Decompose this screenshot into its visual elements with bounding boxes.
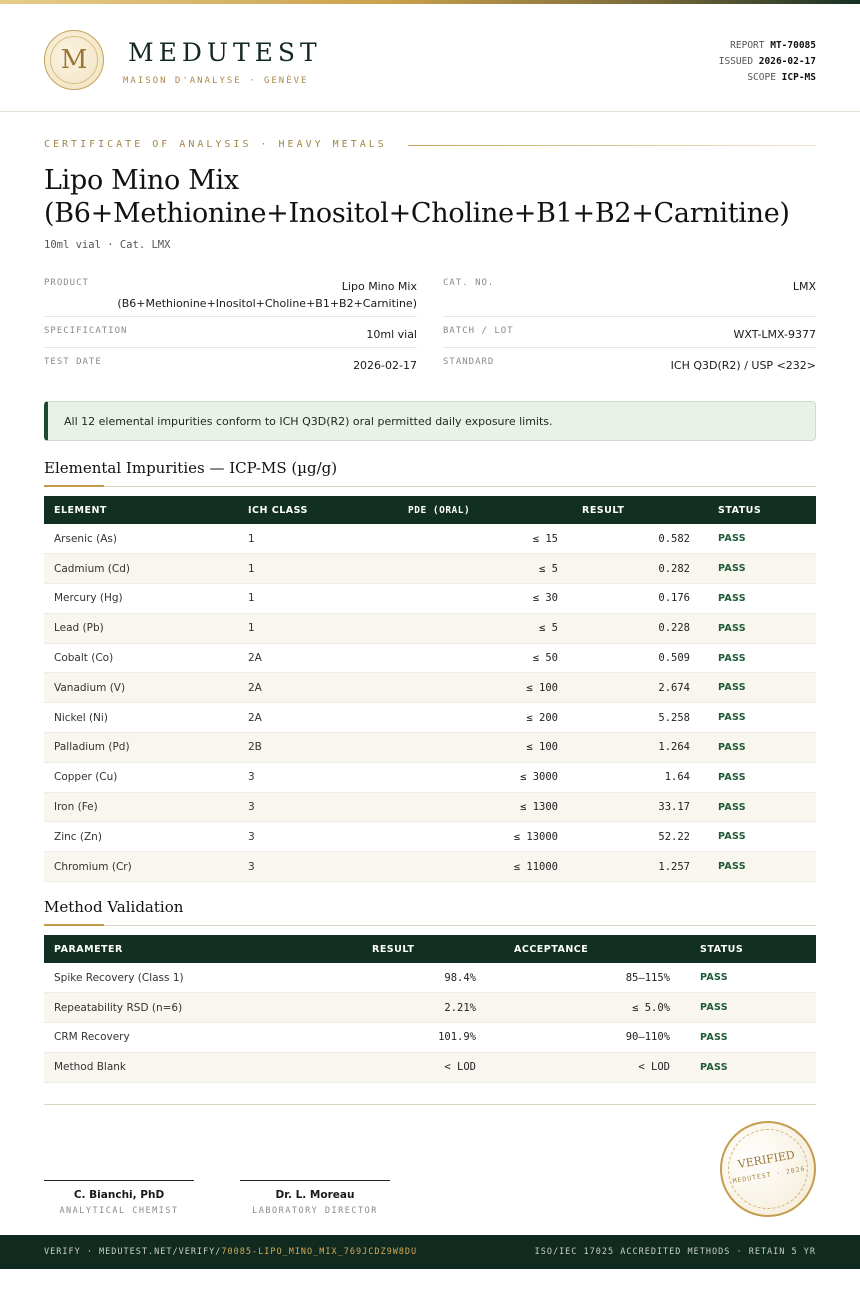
status-badge: PASS xyxy=(700,733,816,763)
signatory-name: C. Bianchi, PhD xyxy=(73,1189,165,1201)
table-row xyxy=(44,792,816,822)
result-value: 0.582 xyxy=(568,524,700,554)
meta-scope: SCOPE ICP-MS xyxy=(747,72,816,83)
status-badge: PASS xyxy=(700,554,816,584)
column-header: ACCEPTANCE xyxy=(514,943,589,955)
info-label-standard: STANDARD xyxy=(443,357,495,367)
meta-report: REPORT MT-70085 xyxy=(730,40,816,51)
product-title xyxy=(44,164,824,230)
table-row xyxy=(44,762,816,792)
impurities-title: Elemental Impurities — ICP-MS (µg/g) xyxy=(44,459,338,477)
pde-limit: ≤ 1300 xyxy=(378,792,568,822)
result-value: 0.509 xyxy=(568,643,700,673)
product-subline: 10ml vial · Cat. LMX xyxy=(44,239,171,251)
info-value-specification: 10ml vial xyxy=(366,328,417,341)
table-row xyxy=(44,733,816,763)
status-badge: PASS xyxy=(680,963,816,993)
status-badge: PASS xyxy=(700,762,816,792)
section-rule xyxy=(44,925,816,926)
info-value-batch: WXT-LMX-9377 xyxy=(733,328,816,341)
status-badge: PASS xyxy=(680,1023,816,1053)
table-header-row xyxy=(44,496,816,524)
pde-limit: ≤ 200 xyxy=(378,703,568,733)
signature-analyst xyxy=(44,1180,194,1216)
signature-line xyxy=(240,1180,390,1181)
signature-line xyxy=(44,1180,194,1181)
info-label-cat-no: CAT. NO. xyxy=(443,278,495,288)
element-name: Zinc (Zn) xyxy=(44,822,238,852)
info-label-product: PRODUCT xyxy=(44,278,89,288)
bottom-divider xyxy=(44,1104,816,1105)
product-title-line2: (B6+Methionine+Inositol+Choline+B1+B2+Carnitine) xyxy=(44,198,790,229)
result-value: 52.22 xyxy=(568,822,700,852)
signatory-name: Dr. L. Moreau xyxy=(275,1189,355,1201)
table-row xyxy=(44,963,816,993)
ich-class: 3 xyxy=(238,822,378,852)
element-name: Lead (Pb) xyxy=(44,613,238,643)
section-rule xyxy=(44,486,816,487)
result-value: 0.176 xyxy=(568,584,700,614)
info-value-test-date: 2026-02-17 xyxy=(353,359,417,372)
parameter-name: CRM Recovery xyxy=(44,1023,334,1053)
footer xyxy=(0,1235,860,1269)
element-name: Palladium (Pd) xyxy=(44,733,238,763)
table-row xyxy=(44,822,816,852)
status-badge: PASS xyxy=(700,673,816,703)
seal-text: VERIFIED xyxy=(736,1148,796,1172)
column-header: RESULT xyxy=(372,943,415,955)
acceptance-range: 85–115% xyxy=(486,963,680,993)
parameter-name: Repeatability RSD (n=6) xyxy=(44,993,334,1023)
info-left xyxy=(44,278,417,378)
certificate-label: CERTIFICATE OF ANALYSIS · HEAVY METALS xyxy=(44,139,387,150)
verify-link[interactable] xyxy=(44,1247,417,1257)
parameter-name: Spike Recovery (Class 1) xyxy=(44,963,334,993)
column-header: ELEMENT xyxy=(54,504,107,516)
table-row xyxy=(44,613,816,643)
verify-code: 70085-LIPO_MINO_MIX_769JCDZ9W8DU xyxy=(221,1247,418,1257)
pde-limit: ≤ 50 xyxy=(378,643,568,673)
ich-class: 2B xyxy=(238,733,378,763)
product-title-line1: Lipo Mino Mix xyxy=(44,165,239,196)
element-name: Arsenic (As) xyxy=(44,524,238,554)
result-value: 0.228 xyxy=(568,613,700,643)
column-header: STATUS xyxy=(700,943,744,955)
impurities-table xyxy=(44,496,816,882)
conformance-alert xyxy=(44,401,816,441)
result-value: < LOD xyxy=(334,1052,486,1082)
ich-class: 1 xyxy=(238,554,378,584)
status-badge: PASS xyxy=(700,792,816,822)
verified-seal xyxy=(712,1113,823,1224)
element-name: Mercury (Hg) xyxy=(44,584,238,614)
element-name: Vanadium (V) xyxy=(44,673,238,703)
section-accent xyxy=(44,924,104,926)
ich-class: 3 xyxy=(238,852,378,882)
info-value-product: Lipo Mino Mix (B6+Methionine+Inositol+Choline+B1+B2+Carnitine) xyxy=(117,280,417,310)
signature-director xyxy=(240,1180,390,1216)
report-meta xyxy=(719,38,816,86)
status-badge: PASS xyxy=(700,822,816,852)
pde-limit: ≤ 11000 xyxy=(378,852,568,882)
parameter-name: Method Blank xyxy=(44,1052,334,1082)
certificate-rule xyxy=(408,145,816,146)
logo-letter: M xyxy=(60,45,88,75)
pde-limit: ≤ 13000 xyxy=(378,822,568,852)
info-value-cat-no: LMX xyxy=(792,280,816,293)
pde-limit: ≤ 5 xyxy=(378,613,568,643)
table-row xyxy=(44,673,816,703)
acceptance-range: 90–110% xyxy=(486,1023,680,1053)
info-value-standard: ICH Q3D(R2) / USP <232> xyxy=(670,359,816,372)
divider xyxy=(443,347,816,348)
acceptance-range: ≤ 5.0% xyxy=(486,993,680,1023)
status-badge: PASS xyxy=(700,584,816,614)
result-value: 1.64 xyxy=(568,762,700,792)
section-accent xyxy=(44,485,104,487)
ich-class: 2A xyxy=(238,703,378,733)
table-row xyxy=(44,852,816,882)
result-value: 98.4% xyxy=(334,963,486,993)
status-badge: PASS xyxy=(700,524,816,554)
pde-limit: ≤ 100 xyxy=(378,733,568,763)
info-label-batch: BATCH / LOT xyxy=(443,326,514,336)
ich-class: 3 xyxy=(238,792,378,822)
table-row xyxy=(44,524,816,554)
ich-class: 1 xyxy=(238,613,378,643)
header xyxy=(0,4,860,112)
meta-issued: ISSUED 2026-02-17 xyxy=(718,56,816,67)
logo xyxy=(44,30,104,90)
ich-class: 3 xyxy=(238,762,378,792)
column-header: RESULT xyxy=(582,504,625,516)
validation-table xyxy=(44,935,816,1083)
pde-limit: ≤ 30 xyxy=(378,584,568,614)
ich-class: 1 xyxy=(238,584,378,614)
result-value: 2.674 xyxy=(568,673,700,703)
table-row xyxy=(44,643,816,673)
table-row xyxy=(44,993,816,1023)
pde-limit: ≤ 5 xyxy=(378,554,568,584)
info-label-specification: SPECIFICATION xyxy=(44,326,128,336)
footer-accreditation: ISO/IEC 17025 ACCREDITED METHODS · RETAIN 5 YR xyxy=(534,1247,816,1257)
status-badge: PASS xyxy=(700,613,816,643)
ich-class: 2A xyxy=(238,673,378,703)
table-row xyxy=(44,554,816,584)
pde-limit: ≤ 3000 xyxy=(378,762,568,792)
column-header: ICH CLASS xyxy=(248,504,308,516)
validation-title: Method Validation xyxy=(44,898,184,916)
signatory-role: ANALYTICAL CHEMIST xyxy=(59,1206,179,1216)
column-header: PARAMETER xyxy=(54,943,123,955)
result-value: 1.257 xyxy=(568,852,700,882)
divider xyxy=(44,347,417,348)
result-value: 0.282 xyxy=(568,554,700,584)
alert-text: All 12 elemental impurities conform to ICH Q3D(R2) oral permitted daily exposure limits. xyxy=(64,414,553,428)
element-name: Chromium (Cr) xyxy=(44,852,238,882)
result-value: 101.9% xyxy=(334,1023,486,1053)
table-row xyxy=(44,703,816,733)
seal-subtext: MEDUTEST · 2026 xyxy=(732,1164,807,1186)
brand-name: MEDUTEST xyxy=(128,38,322,67)
status-badge: PASS xyxy=(700,852,816,882)
table-row xyxy=(44,1052,816,1082)
element-name: Cadmium (Cd) xyxy=(44,554,238,584)
status-badge: PASS xyxy=(680,993,816,1023)
status-badge: PASS xyxy=(700,643,816,673)
divider xyxy=(443,316,816,317)
signatory-role: LABORATORY DIRECTOR xyxy=(252,1206,378,1216)
table-header-row xyxy=(44,935,816,963)
column-header: PDE (ORAL) xyxy=(408,504,471,516)
pde-limit: ≤ 100 xyxy=(378,673,568,703)
table-row xyxy=(44,584,816,614)
verify-prefix: VERIFY · MEDUTEST.NET/VERIFY/ xyxy=(44,1247,222,1257)
column-header: STATUS xyxy=(718,504,762,516)
pde-limit: ≤ 15 xyxy=(378,524,568,554)
ich-class: 2A xyxy=(238,643,378,673)
ich-class: 1 xyxy=(238,524,378,554)
status-badge: PASS xyxy=(680,1052,816,1082)
result-value: 2.21% xyxy=(334,993,486,1023)
brand-subtitle: MAISON D'ANALYSE · GENÈVE xyxy=(123,76,309,86)
acceptance-range: < LOD xyxy=(486,1052,680,1082)
element-name: Cobalt (Co) xyxy=(44,643,238,673)
divider xyxy=(44,316,417,317)
element-name: Copper (Cu) xyxy=(44,762,238,792)
info-right xyxy=(443,278,816,378)
element-name: Iron (Fe) xyxy=(44,792,238,822)
status-badge: PASS xyxy=(700,703,816,733)
info-label-test-date: TEST DATE xyxy=(44,357,102,367)
result-value: 5.258 xyxy=(568,703,700,733)
table-row xyxy=(44,1023,816,1053)
result-value: 1.264 xyxy=(568,733,700,763)
result-value: 33.17 xyxy=(568,792,700,822)
element-name: Nickel (Ni) xyxy=(44,703,238,733)
